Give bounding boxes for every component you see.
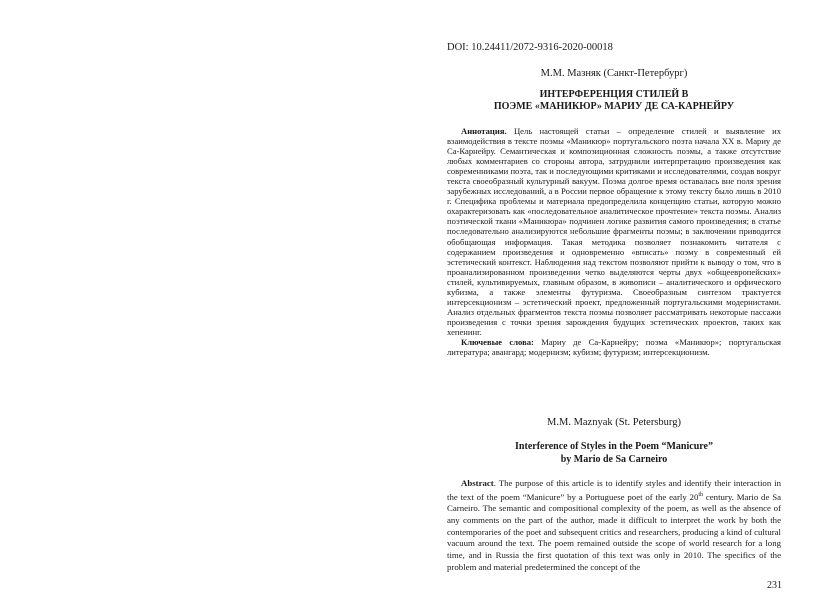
keywords-ru-text: Мариу де Са-Карнейру; поэма «Маникюр»; португальская литература; авангард; модернизм; кубизм; футуризм; интерсекционизм. [447,336,781,358]
title-ru [447,89,781,112]
title-en [447,441,781,466]
title-en-line1: Interference of Styles in the Poem “Manicure” [515,441,713,452]
title-en-line2: by Mario de Sa Carneiro [560,453,668,465]
abstract-ru-text: Цель настоящей статьи – определение стилей и выявление их взаимодействия в тексте поэмы «Маникюр» португальского поэта начала XX в. Мариу де Са-Карнейру. Семантическая и композиционная сложность поэмы, а также отсутствие любых комментариев со стороны автора, затруднили интерпретацию произведения как современниками поэта, так и последующими критиками и исследователями, создав вокруг текста своеобразный культурный вакуум. Поэма долгое время оставалась вне поля зрения зарубежных исследований, а в России первое обращение к этому тексту было лишь в 2010 г. Специфика проблемы и материала предопределила концепцию статьи, которую можно охарактеризовать как «последовательное аналитическое прочтение» текста поэмы. Анализ поэтической ткани «Маникюра» подчинен логике развития самого произведения; в статье последовательно анализируются небольшие фрагменты поэмы; в заключении приводится обобщающая информация. Такая методика позволяет познакомить читателя с содержанием произведения и одновременно «вписать» поэму в современный ей эстетический контекст. Наблюдения над текстом позволяют прийти к выводу о том, что в проанализированном произведении четко выделяются черты двух «общеевропейских» стилей, культивируемых, главным образом, в живописи – аналитического и орфического кубизма, а также элементы футуризма. Своеобразным синтезом трактуется интерсекционизм – эстетический проект, предложенный португальскими модернистами. Анализ отдельных фрагментов текста поэмы позволяет рассматривать некоторые пассажи произведения с точки зрения зарождения будущих эстетических проектов, таких как хепенинг. [447,126,781,337]
abstract-en [447,478,781,574]
page-number: 231 [767,580,782,591]
abstract-en-text-b: century. Mario de Sa Carneiro. The semantic and compositional complexity of the poem, as well as the absence of any comments on the part of the author, made it difficult to interpret the work by both the contemporaries of the poet and subsequent critics and researchers, producing a kind of cultural vacuum around the text. The poem remained outside the scope of world research for a long time, and in Russia the first quotation of this text was only in 2010. The specifics of the problem and material predetermined the concept of the [447,491,781,572]
abstract-ru [447,126,781,357]
author-en: M.M. Maznyak (St. Petersburg) [547,417,681,428]
abstract-en-label: Abstract [461,478,494,488]
author-ru: М.М. Мазняк (Санкт-Петербург) [540,68,688,79]
keywords-ru-paragraph [447,337,781,357]
title-ru-line1: ИНТЕРФЕРЕНЦИЯ СТИЛЕЙ В [539,89,689,100]
abstract-en-paragraph [447,478,781,574]
title-ru-line2: ПОЭМЕ «МАНИКЮР» МАРИУ ДЕ СА-КАРНЕЙРУ [493,100,735,112]
abstract-en-sup: th [698,491,704,498]
abstract-ru-label: Аннотация. [461,126,507,136]
doi: DOI: 10.24411/2072-9316-2020-00018 [447,42,613,53]
keywords-ru-label: Ключевые слова: [461,336,534,347]
abstract-en-text-a: . The purpose of this article is to identify styles and identify their interaction in the text of the poem “Manicure” by a Portuguese poet of the early 20 [447,478,781,502]
abstract-ru-paragraph [447,126,781,337]
